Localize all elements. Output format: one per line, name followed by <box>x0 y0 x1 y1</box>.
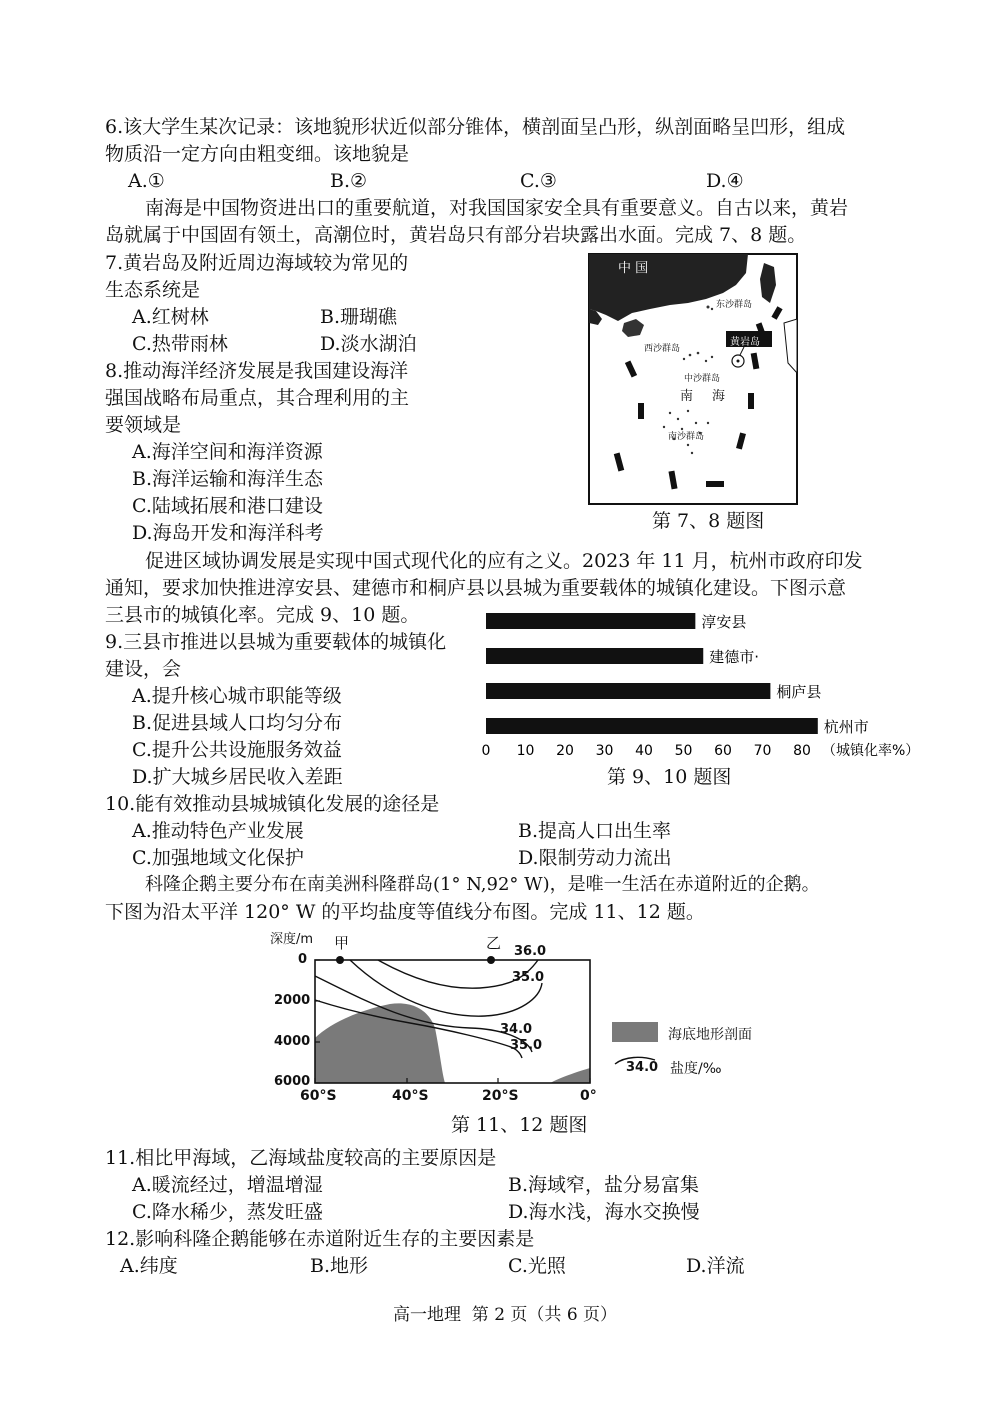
passage910-line3: 三县市的城镇化率。完成 9、10 题。 <box>105 604 420 626</box>
x-tick-1: 10 <box>516 743 535 759</box>
q9-option-b: B.促进县域人口均匀分布 <box>132 712 343 734</box>
x-tick-2: 20 <box>556 743 574 759</box>
q7-option-c: C.热带雨林 <box>132 333 228 355</box>
passage1112-line2: 下图为沿太平洋 120° W 的平均盐度等值线分布图。完成 11、12 题。 <box>105 901 705 923</box>
point-yi-label: 乙 <box>486 934 502 952</box>
passage910-line2: 通知，要求加快推进淳安县、建德市和桐庐县以县城为重要载体的城镇化建设。下图示意 <box>105 577 847 599</box>
south-china-sea-map <box>588 253 798 505</box>
q7-stem-line1: 7.黄岩岛及附近周边海域较为常见的 <box>105 252 409 274</box>
map-label-nansha: 南沙群岛 <box>668 432 705 442</box>
q8-stem-line1: 8.推动海洋经济发展是我国建设海洋 <box>105 360 409 382</box>
q8-option-b: B.海洋运输和海洋生态 <box>132 468 324 490</box>
q8-option-c: C.陆域拓展和港口建设 <box>132 495 323 517</box>
x-axis-label: （城镇化率%） <box>822 743 920 759</box>
map-label-hai: 海 <box>712 389 726 404</box>
salinity-y-label: 深度/m <box>270 932 314 947</box>
bar-3 <box>486 718 818 734</box>
bar-0 <box>486 613 695 629</box>
legend-contour-value: 34.0 <box>626 1060 659 1075</box>
map-label-zhongsha: 中沙群岛 <box>684 374 721 384</box>
point-yi-marker <box>487 956 495 964</box>
salinity-chart-caption: 第 11、12 题图 <box>451 1114 588 1136</box>
q7-stem-line2: 生态系统是 <box>105 279 201 301</box>
x-tick-3: 30 <box>595 743 614 759</box>
q8-stem-line3: 要领域是 <box>105 414 182 436</box>
bar-label-3: 杭州市 <box>823 718 869 736</box>
x-tick-60s: 60°S <box>300 1088 337 1104</box>
x-tick-5: 50 <box>674 743 693 759</box>
q12-option-d: D.洋流 <box>686 1255 745 1277</box>
q6-option-a: A.① <box>128 170 165 192</box>
q6-option-c: C.③ <box>520 170 557 192</box>
map-label-huangyan: 黄岩岛 <box>730 337 760 348</box>
q9-option-c: C.提升公共设施服务效益 <box>132 739 342 761</box>
q12-option-c: C.光照 <box>508 1255 566 1277</box>
map-caption: 第 7、8 题图 <box>652 510 765 532</box>
bar-chart-caption: 第 9、10 题图 <box>607 766 732 788</box>
q6-stem-line2: 物质沿一定方向由粗变细。该地貌是 <box>105 143 410 165</box>
q8-option-a: A.海洋空间和海洋资源 <box>132 441 323 463</box>
y-tick-0: 0 <box>298 952 308 967</box>
bar-label-2: 桐庐县 <box>776 683 822 701</box>
q12-option-a: A.纬度 <box>120 1255 178 1277</box>
legend-seafloor-swatch <box>612 1022 658 1042</box>
legend-seafloor-label: 海底地形剖面 <box>668 1027 752 1043</box>
q11-option-b: B.海域窄，盐分易富集 <box>508 1174 700 1196</box>
q9-stem-line1: 9.三县市推进以县城为重要载体的城镇化 <box>105 631 447 653</box>
x-tick-0: 0° <box>580 1088 597 1104</box>
passage78-line2: 岛就属于中国固有领土，高潮位时，黄岩岛只有部分岩块露出水面。完成 7、8 题。 <box>105 224 807 246</box>
passage78-line1: 南海是中国物资进出口的重要航道，对我国国家安全具有重要意义。自古以来，黄岩 <box>145 197 849 219</box>
q11-option-d: D.海水浅，海水交换慢 <box>508 1201 700 1223</box>
point-jia-label: 甲 <box>334 934 350 952</box>
map-label-xisha: 西沙群岛 <box>644 344 681 354</box>
bar-2 <box>486 683 770 699</box>
bar-1 <box>486 648 703 664</box>
q6-option-d: D.④ <box>706 170 744 192</box>
bar-label-0: 淳安县 <box>701 613 747 631</box>
x-tick-6: 60 <box>714 743 732 759</box>
q12-option-b: B.地形 <box>310 1255 369 1277</box>
q7-option-b: B.珊瑚礁 <box>320 306 398 328</box>
q6-stem-line1: 6.该大学生某次记录：该地貌形状近似部分锥体，横剖面呈凸形，纵剖面略呈凹形，组成 <box>105 116 846 138</box>
q10-option-a: A.推动特色产业发展 <box>132 820 304 842</box>
map-label-nan: 南 <box>680 389 694 404</box>
x-tick-8: 80 <box>793 743 811 759</box>
point-jia-marker <box>336 956 344 964</box>
contour-label-35-lower: 35.0 <box>510 1038 543 1053</box>
q11-stem: 11.相比甲海域，乙海域盐度较高的主要原因是 <box>105 1147 497 1169</box>
q9-stem-line2: 建设，会 <box>105 658 182 680</box>
q8-option-d: D.海岛开发和海洋科考 <box>132 522 324 544</box>
y-tick-6000: 6000 <box>274 1074 311 1089</box>
urbanization-chart <box>470 605 930 765</box>
passage1112-line1: 科隆企鹅主要分布在南美洲科隆群岛(1° N,92° W)，是唯一生活在赤道附近的企鹅。 <box>145 874 820 895</box>
x-tick-20s: 20°S <box>482 1088 519 1104</box>
huangyan-dot <box>737 360 740 363</box>
q8-stem-line2: 强国战略布局重点，其合理利用的主 <box>105 387 410 409</box>
q7-option-d: D.淡水湖泊 <box>320 333 417 355</box>
q9-option-a: A.提升核心城市职能等级 <box>132 685 342 707</box>
seafloor-right <box>550 1068 590 1083</box>
salinity-chart <box>270 928 770 1108</box>
contour-label-34: 34.0 <box>500 1022 533 1037</box>
y-tick-4000: 4000 <box>274 1034 311 1049</box>
y-tick-2000: 2000 <box>274 993 311 1008</box>
q11-option-a: A.暖流经过，增温增湿 <box>132 1174 323 1196</box>
contour-label-36: 36.0 <box>514 944 547 959</box>
passage910-line1: 促进区域协调发展是实现中国式现代化的应有之义。2023 年 11 月，杭州市政府印发 <box>145 550 863 572</box>
q12-stem: 12.影响科隆企鹅能够在赤道附近生存的主要因素是 <box>105 1228 535 1250</box>
x-tick-4: 40 <box>635 743 653 759</box>
q10-option-d: D.限制劳动力流出 <box>518 847 672 869</box>
q10-option-b: B.提高人口出生率 <box>518 820 672 842</box>
urbanization-chart-svg <box>470 605 930 765</box>
q6-option-b: B.② <box>330 170 368 192</box>
map-label-dongsha: 东沙群岛 <box>716 300 753 310</box>
contour-label-35-upper: 35.0 <box>512 970 545 985</box>
bar-label-1: 建德市· <box>709 648 760 666</box>
legend-contour-label: 盐度/‰ <box>670 1061 722 1077</box>
q10-option-c: C.加强地域文化保护 <box>132 847 304 869</box>
q9-option-d: D.扩大城乡居民收入差距 <box>132 766 343 788</box>
x-tick-0: 0 <box>481 743 491 759</box>
page-footer: 高一地理 第 2 页（共 6 页） <box>393 1305 618 1325</box>
x-tick-7: 70 <box>753 743 772 759</box>
q7-option-a: A.红树林 <box>132 306 209 328</box>
map-label-china: 中 国 <box>618 261 649 276</box>
q10-stem: 10.能有效推动县城城镇化发展的途径是 <box>105 793 440 815</box>
seafloor-left <box>315 1003 445 1083</box>
x-tick-40s: 40°S <box>392 1088 429 1104</box>
q11-option-c: C.降水稀少，蒸发旺盛 <box>132 1201 323 1223</box>
